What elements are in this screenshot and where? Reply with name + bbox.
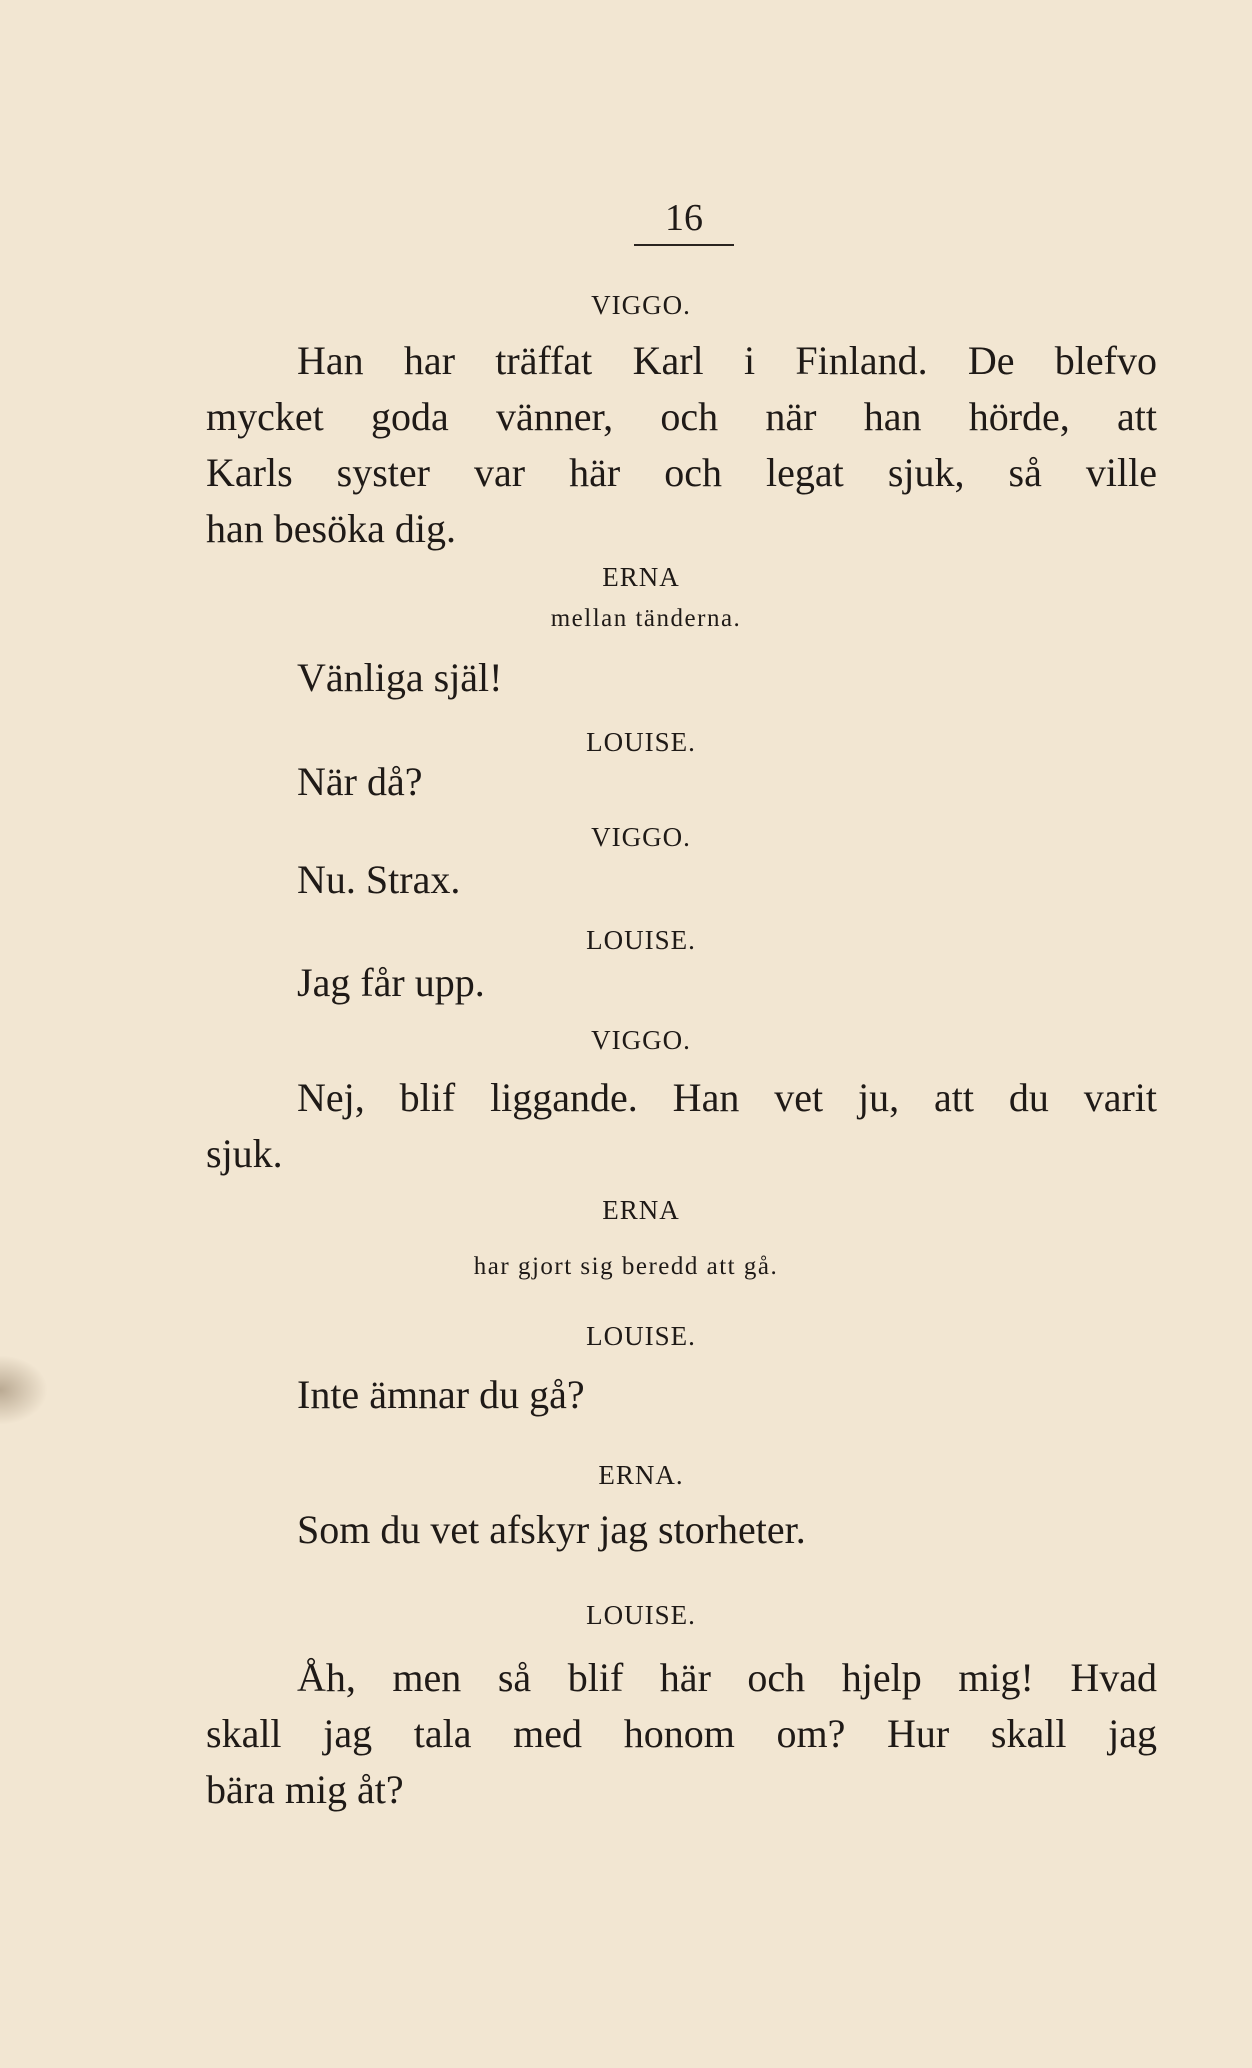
- dialogue-paragraph: [206, 1070, 1157, 1182]
- dialogue-line: När då?: [297, 759, 423, 804]
- text-line: skall jag tala med honom om? Hur skall jag: [206, 1711, 1157, 1756]
- speaker-name: LOUISE.: [586, 1600, 696, 1630]
- speaker-name: VIGGO.: [591, 1025, 691, 1055]
- dialogue-line: Nu. Strax.: [297, 857, 461, 902]
- text-line: Karls syster var här och legat sjuk, så ville: [206, 450, 1157, 495]
- dialogue-line: Som du vet afskyr jag storheter.: [297, 1507, 806, 1552]
- page-number: 16: [665, 197, 703, 239]
- dialogue-line: Inte ämnar du gå?: [297, 1372, 585, 1417]
- speaker-name: VIGGO.: [591, 290, 691, 320]
- text-line: Åh, men så blif här och hjelp mig! Hvad: [297, 1655, 1157, 1700]
- dialogue-paragraph: [206, 1650, 1157, 1818]
- stage-direction: mellan tänderna.: [550, 605, 742, 632]
- text-line: bära mig åt?: [206, 1767, 404, 1812]
- dialogue-line: Vänliga själ!: [297, 655, 503, 700]
- speaker-name: LOUISE.: [586, 925, 696, 955]
- speaker-name: LOUISE.: [586, 1321, 696, 1351]
- text-line: han besöka dig.: [206, 506, 456, 551]
- text-line: Nej, blif liggande. Han vet ju, att du varit: [297, 1075, 1157, 1120]
- text-line: mycket goda vänner, och när han hörde, att: [206, 394, 1157, 439]
- page-edge-shadow: [0, 1355, 48, 1425]
- dialogue-paragraph: [206, 333, 1157, 557]
- speaker-name: ERNA: [602, 1195, 680, 1225]
- dialogue-line: Jag får upp.: [297, 960, 485, 1005]
- speaker-name: ERNA.: [598, 1460, 684, 1490]
- text-line: Han har träffat Karl i Finland. De blefvo: [297, 338, 1157, 383]
- stage-direction: har gjort sig beredd att gå.: [473, 1253, 779, 1280]
- speaker-name: VIGGO.: [591, 822, 691, 852]
- text-line: sjuk.: [206, 1131, 283, 1176]
- speaker-name: LOUISE.: [586, 727, 696, 757]
- page-number-rule: [634, 244, 734, 246]
- speaker-name: ERNA: [602, 562, 680, 592]
